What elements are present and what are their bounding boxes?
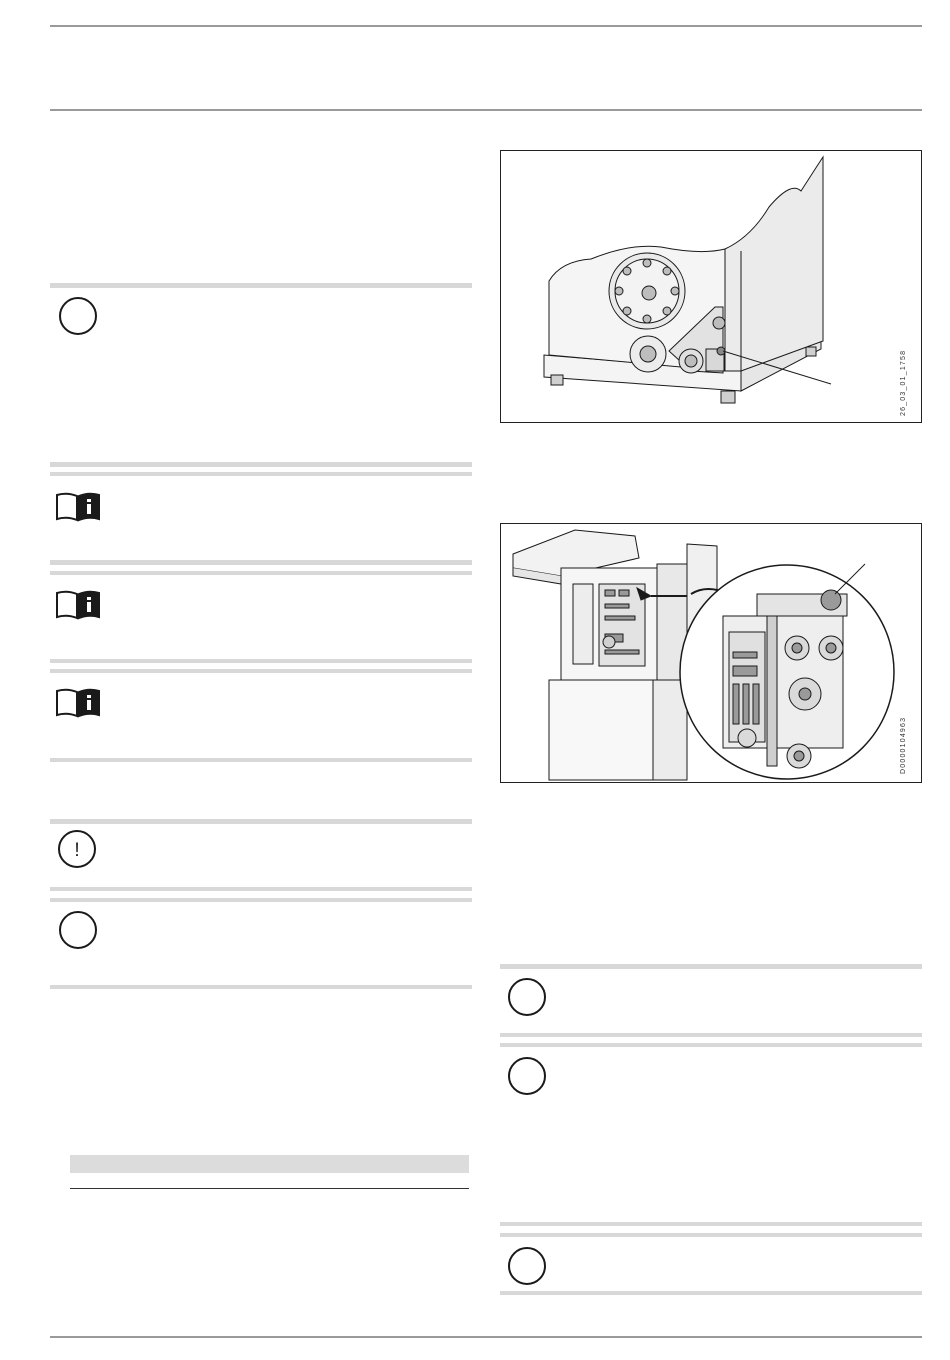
note-bottom-band	[500, 1222, 922, 1226]
footer-rule	[50, 1336, 922, 1338]
note-top-band	[500, 1043, 922, 1047]
exclamation-glyph: !	[74, 840, 80, 861]
note-top-band	[50, 283, 472, 288]
note-bottom-band	[500, 1291, 922, 1295]
manual-top-band	[50, 462, 472, 467]
warning-top-band	[50, 819, 472, 824]
header-rule-bottom	[50, 109, 922, 111]
warning-bottom-band	[50, 887, 472, 891]
info-circle-icon	[507, 977, 547, 1017]
manual-book-icon	[54, 687, 102, 719]
note-top-band	[50, 898, 472, 902]
manual-top-band-2	[50, 472, 472, 476]
info-circle-icon	[58, 296, 98, 336]
figure-id: 26_03_01_1758	[900, 349, 907, 416]
figure-id: D0000104963	[900, 716, 907, 774]
header-rule-top	[50, 25, 922, 27]
manual-book-icon	[54, 589, 102, 621]
manual-top-band	[50, 560, 472, 565]
tank-drawing	[501, 151, 921, 422]
note-bottom-band	[50, 985, 472, 989]
note-top-band	[500, 1233, 922, 1237]
table-rule	[70, 1188, 469, 1189]
appliance-drawing	[501, 524, 921, 782]
manual-bottom-band	[50, 758, 472, 762]
manual-top-band	[50, 659, 472, 663]
manual-top-band-2	[50, 571, 472, 575]
info-circle-icon	[507, 1056, 547, 1096]
note-bottom-band	[500, 1033, 922, 1037]
figure-control-panel	[500, 523, 922, 783]
figure-tank-connections	[500, 150, 922, 423]
exclamation-circle-icon	[56, 828, 98, 870]
info-circle-icon	[58, 910, 98, 950]
manual-book-icon	[54, 491, 102, 523]
note-top-band	[500, 964, 922, 969]
table-header	[70, 1155, 469, 1173]
manual-top-band-2	[50, 669, 472, 673]
info-circle-icon	[507, 1246, 547, 1286]
